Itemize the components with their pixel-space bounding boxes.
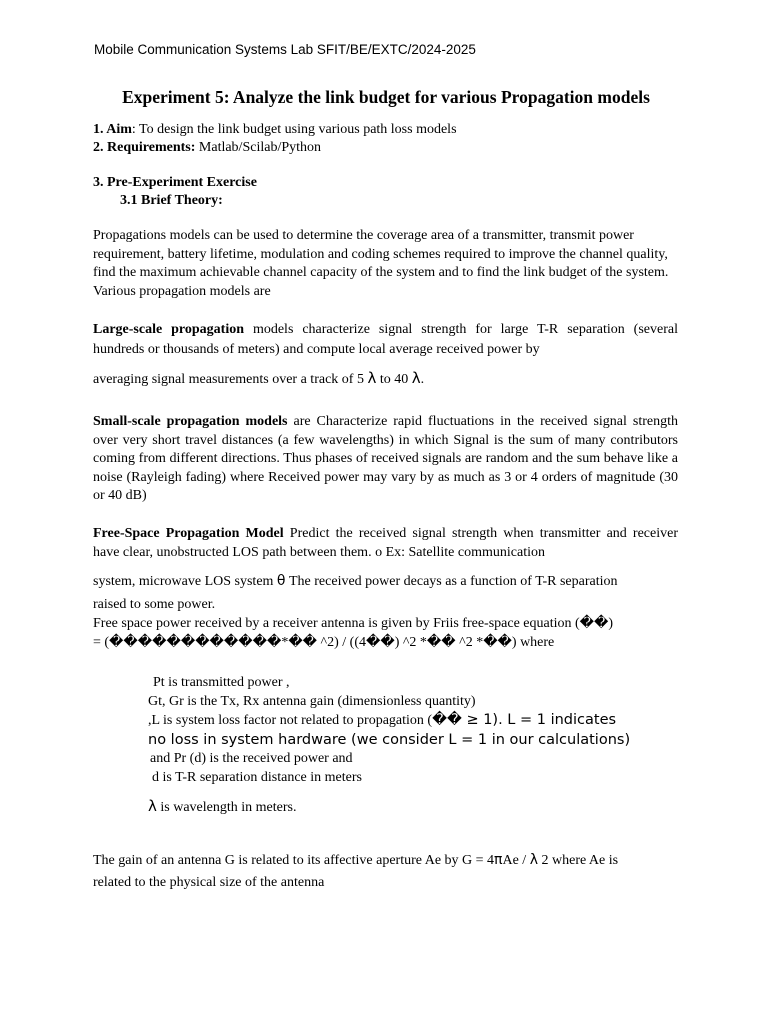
definition-gains: Gt, Gr is the Tx, Rx antenna gain (dimensionless quantity) bbox=[148, 694, 476, 709]
intro-paragraph: Propagations models can be used to determine the coverage area of a transmitter, transmit power requirement, battery lifetime, modulation and coding schemes required to improve the channel quality, find the maximum achievable channel capacity of the system and to find the link budget of the system. Various propagation models are bbox=[93, 228, 669, 299]
small-scale-paragraph: Small-scale propagation models are Characterize rapid fluctuations in the received signal strength over very short travel distances (a few wavelengths) in which Signal is the sum of many contributors coming from different directions. Thus phases of received signals are random and the sum behave like a noise (Rayleigh fading) where Received power may vary by as much as 3 or 4 orders of magnitude (30 or 40 dB) bbox=[93, 414, 678, 503]
aim-text: : To design the link budget using various path loss models bbox=[131, 122, 457, 137]
free-space-term: Free-Space Propagation Model bbox=[93, 526, 284, 541]
definition-lambda: λ is wavelength in meters. bbox=[148, 797, 297, 815]
gain-line1: The gain of an antenna G is related to its affective aperture Ae by G = 4πAe / λ 2 where Ae is bbox=[93, 852, 619, 868]
definition-pr: and Pr (d) is the received power and bbox=[150, 751, 353, 766]
experiment-title: Experiment 5: Analyze the link budget for various Propagation models bbox=[122, 87, 650, 107]
large-scale-paragraph: Large-scale propagation models characterize signal strength for large T-R separation (several hundreds or thousands of meters) and compute local average received power by bbox=[93, 322, 678, 357]
definition-loss: ,L is system loss factor not related to propagation (�� ≥ 1). L = 1 indicates bbox=[148, 712, 617, 728]
large-scale-last-line: averaging signal measurements over a track of 5 λ to 40 λ. bbox=[93, 369, 425, 387]
requirements-text: Matlab/Scilab/Python bbox=[195, 140, 322, 155]
free-space-paragraph: Free-Space Propagation Model Predict the received signal strength when transmitter and receiver have clear, unobstructed LOS path between them. o Ex: Satellite communication bbox=[93, 526, 679, 560]
requirements-line bbox=[93, 139, 321, 157]
definition-pt: Pt is transmitted power , bbox=[153, 675, 290, 690]
requirements-label: 2. Requirements: bbox=[93, 140, 196, 155]
free-space-line3: system, microwave LOS system θ The received power decays as a function of T-R separation bbox=[93, 573, 618, 589]
definition-d: d is T-R separation distance in meters bbox=[152, 770, 362, 785]
small-scale-term: Small-scale propagation models bbox=[93, 414, 288, 429]
page-header: Mobile Communication Systems Lab SFIT/BE/EXTC/2024-2025 bbox=[94, 42, 476, 57]
free-space-line4: raised to some power. bbox=[93, 597, 216, 612]
definition-loss-cont: no loss in system hardware (we consider L = 1 in our calculations) bbox=[148, 732, 631, 748]
large-scale-term: Large-scale propagation bbox=[93, 322, 245, 337]
friis-line1: Free space power received by a receiver antenna is given by Friis free-space equation (��) bbox=[93, 616, 614, 631]
subsection-heading: 3.1 Brief Theory: bbox=[120, 193, 223, 208]
friis-line2: = (������������*�� ^2) / ((4��) ^2 *�� ^2 *��) where bbox=[93, 635, 555, 650]
section-heading: 3. Pre-Experiment Exercise bbox=[93, 175, 257, 190]
aim-label: 1. Aim bbox=[93, 122, 132, 137]
aim-line bbox=[93, 121, 457, 139]
gain-line2: related to the physical size of the antenna bbox=[93, 875, 325, 890]
